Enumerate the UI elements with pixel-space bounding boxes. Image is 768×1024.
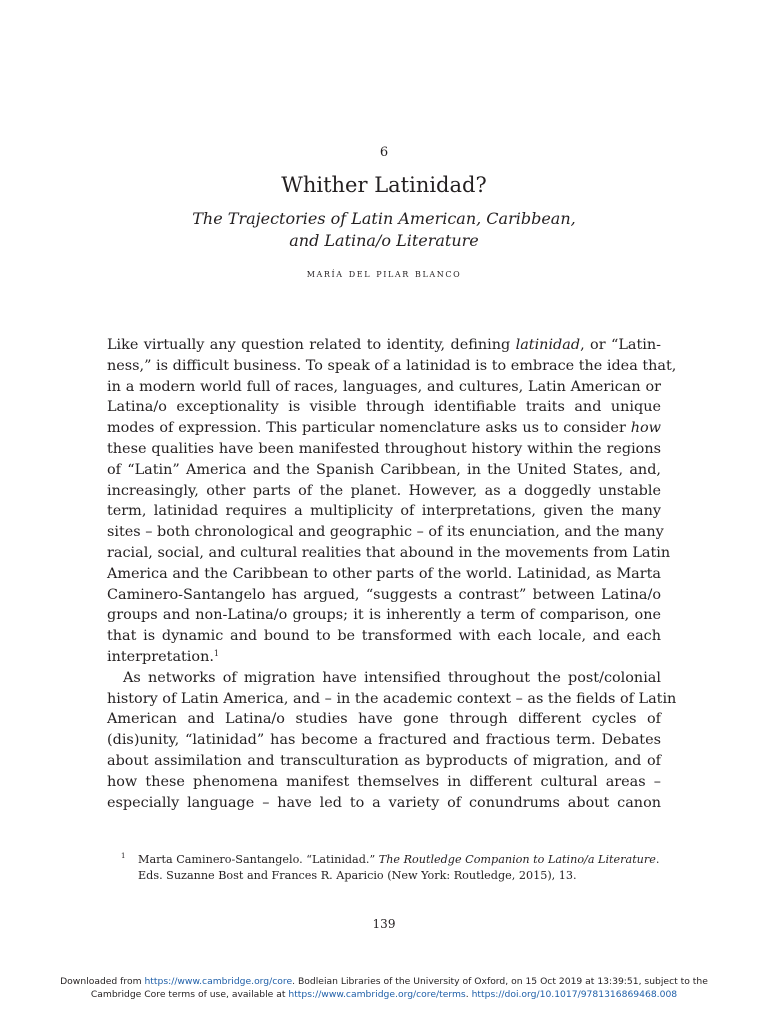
text-line: term, latinidad requires a multiplicity of interpretations, given the many [107,503,661,520]
chapter-title: Whither Latinidad? [281,173,487,197]
page-number: 139 [372,917,396,931]
text-line: Latina/o exceptionality is visible through identifiable traits and unique [107,399,661,416]
text-run: . [465,988,472,1000]
text-line: ness,” is difficult business. To speak of a latinidad is to embrace the idea that, [107,357,677,374]
text-line: about assimilation and transculturation as byproducts of migration, and of [107,752,661,769]
text-line: Caminero-Santangelo has argued, “suggests a contrast” between Latina/o [107,586,661,603]
text-run: . [655,853,660,866]
text-line: groups and non-Latina/o groups; it is inherently a term of comparison, one [107,607,661,624]
chapter-subtitle [150,208,618,252]
footnote [107,852,661,884]
footnote-number: 1 [121,852,126,860]
text-line: sites – both chronological and geographic – of its enunciation, and the many [107,524,664,541]
text-line: racial, social, and cultural realities that abound in the movements from Latin [107,544,671,561]
footnote-line [107,852,661,868]
text-run: interpretation. [107,648,214,665]
chapter-number: 6 [379,145,389,160]
text-line: increasingly, other parts of the planet. However, as a doggedly unstable [107,482,661,499]
text-line: that is dynamic and bound to be transformed with each locale, and each [107,628,661,645]
emphasis: how [630,420,661,437]
download-notice-line [0,989,768,1002]
text-line [107,647,661,668]
doi-link[interactable]: https://doi.org/10.1017/9781316869468.008 [471,988,678,1000]
chapter-subtitle-line: The Trajectories of Latin American, Caribbean, [192,209,576,228]
cambridge-core-link[interactable]: https://www.cambridge.org/core [144,976,293,987]
text-line: America and the Caribbean to other parts of the world. Latinidad, as Marta [107,565,661,582]
text-line: (dis)unity, “latinidad” has become a fractured and fractious term. Debates [107,732,661,749]
text-line: As networks of migration have intensified throughout the post/colonial [123,669,661,686]
text-line [107,335,661,356]
text-run: Cambridge Core terms of use, available at [90,988,289,1000]
text-line: American and Latina/o studies have gone through different cycles of [107,711,661,728]
footnote-line: Eds. Suzanne Bost and Frances R. Aparicio (New York: Routledge, 2015), 13. [138,869,577,882]
text-run: Like virtually any question related to identity, defining [107,337,516,353]
text-line: especially language – have led to a variety of conundrums about canon [107,794,661,811]
download-notice [0,976,768,1001]
text-line: history of Latin America, and – in the academic context – as the fields of Latin [107,690,677,707]
text-line: in a modern world full of races, languages, and cultures, Latin American or [107,378,661,395]
text-line: of “Latin” America and the Spanish Caribbean, in the United States, and, [107,461,661,478]
body-text [107,335,677,813]
text-run: Marta Caminero-Santangelo. “Latinidad.” [138,853,379,866]
text-run: . Bodleian Libraries of the University of Oxford, on 15 Oct 2019 at 13:39:51, subject to the [292,976,708,987]
text-run: Downloaded from [60,976,145,987]
text-line: how these phenomena manifest themselves in different cultural areas – [107,773,661,790]
text-line [107,418,661,439]
emphasis: The Routledge Companion to Latino/a Literature [378,853,656,866]
chapter-subtitle-line: and Latina/o Literature [289,231,479,250]
footnote-reference[interactable]: 1 [213,648,220,658]
emphasis: latinidad [515,337,581,353]
text-line: these qualities have been manifested throughout history within the regions [107,440,661,457]
text-run: modes of expression. This particular nomenclature asks us to consider [107,420,631,437]
terms-link[interactable]: https://www.cambridge.org/core/terms [288,988,466,1000]
chapter-author: maría del pilar blanco [306,267,462,280]
text-run: , or “Latin- [580,337,661,353]
download-notice-line [0,976,768,989]
